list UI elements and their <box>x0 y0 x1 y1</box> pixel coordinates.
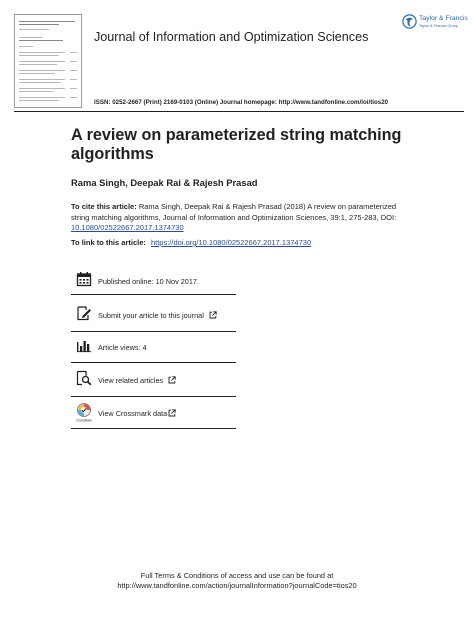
terms-footer <box>0 571 474 591</box>
citation-line-1 <box>71 202 396 213</box>
crossmark-icon-label: CrossMark <box>76 418 92 423</box>
submit-article-row[interactable] <box>76 305 236 327</box>
terms-url[interactable]: http://www.tandfonline.com/action/journalInformation?journalCode=tios20 <box>117 581 357 590</box>
submit-article-link[interactable] <box>98 311 217 320</box>
terms-text: Full Terms & Conditions of access and use can be found at <box>140 571 334 580</box>
article-title: A review on parameterized string matching algorithms <box>71 126 402 163</box>
search-document-icon <box>76 370 92 386</box>
journal-cover-thumbnail <box>14 14 82 108</box>
article-doi-link[interactable]: https://doi.org/10.1080/02522667.2017.1374730 <box>150 238 312 247</box>
issn-journal-homepage[interactable]: ISSN: 0252-2667 (Print) 2169-0103 (Online) Journal homepage: http://www.tandfonline.com/loi/tios20 <box>94 99 389 106</box>
published-online-row <box>76 271 236 293</box>
publisher-tagline: Taylor & Francis Group <box>419 24 458 28</box>
crossmark-label: View Crossmark data <box>98 409 168 418</box>
citation-text-2: string matching algorithms, Journal of Information and Optimization Sciences, 39:1, 275-283, DOI: <box>71 212 397 222</box>
bar-chart-icon <box>76 337 92 353</box>
submit-article-label: Submit your article to this journal <box>98 311 204 320</box>
crossmark-icon <box>76 403 92 423</box>
calendar-icon <box>76 271 92 287</box>
info-divider <box>71 396 236 397</box>
citation-doi-link[interactable]: 10.1080/02522667.2017.1374730 <box>71 223 184 232</box>
citation-text-1: Rama Singh, Deepak Rai & Rajesh Prasad (2018) A review on parameterized <box>138 202 397 211</box>
related-articles-link[interactable] <box>98 376 176 385</box>
info-divider <box>71 331 236 332</box>
edit-document-icon <box>76 305 92 321</box>
external-link-icon <box>168 409 176 417</box>
related-articles-row[interactable] <box>76 370 236 392</box>
info-divider <box>71 294 236 295</box>
article-authors: Rama Singh, Deepak Rai & Rajesh Prasad <box>71 177 258 188</box>
crossmark-row[interactable] <box>76 403 236 425</box>
crossmark-link[interactable] <box>98 409 176 418</box>
info-divider <box>71 428 236 429</box>
info-divider <box>71 362 236 363</box>
journal-title: Journal of Information and Optimization Sciences <box>94 30 369 44</box>
publisher-name: Taylor & Francis <box>419 15 468 22</box>
header-divider <box>14 111 464 112</box>
article-link-line <box>71 238 311 249</box>
article-views-text: Article views: 4 <box>98 343 147 352</box>
external-link-icon <box>209 311 217 319</box>
article-views-row <box>76 337 236 359</box>
link-label: To link to this article: <box>71 238 146 247</box>
publisher-logo-icon <box>402 14 417 29</box>
publisher-logo[interactable] <box>402 13 466 35</box>
external-link-icon <box>168 376 176 384</box>
published-online-text: Published online: 10 Nov 2017. <box>98 277 200 286</box>
related-articles-label: View related articles <box>98 376 164 385</box>
citation-label: To cite this article: <box>71 202 137 211</box>
